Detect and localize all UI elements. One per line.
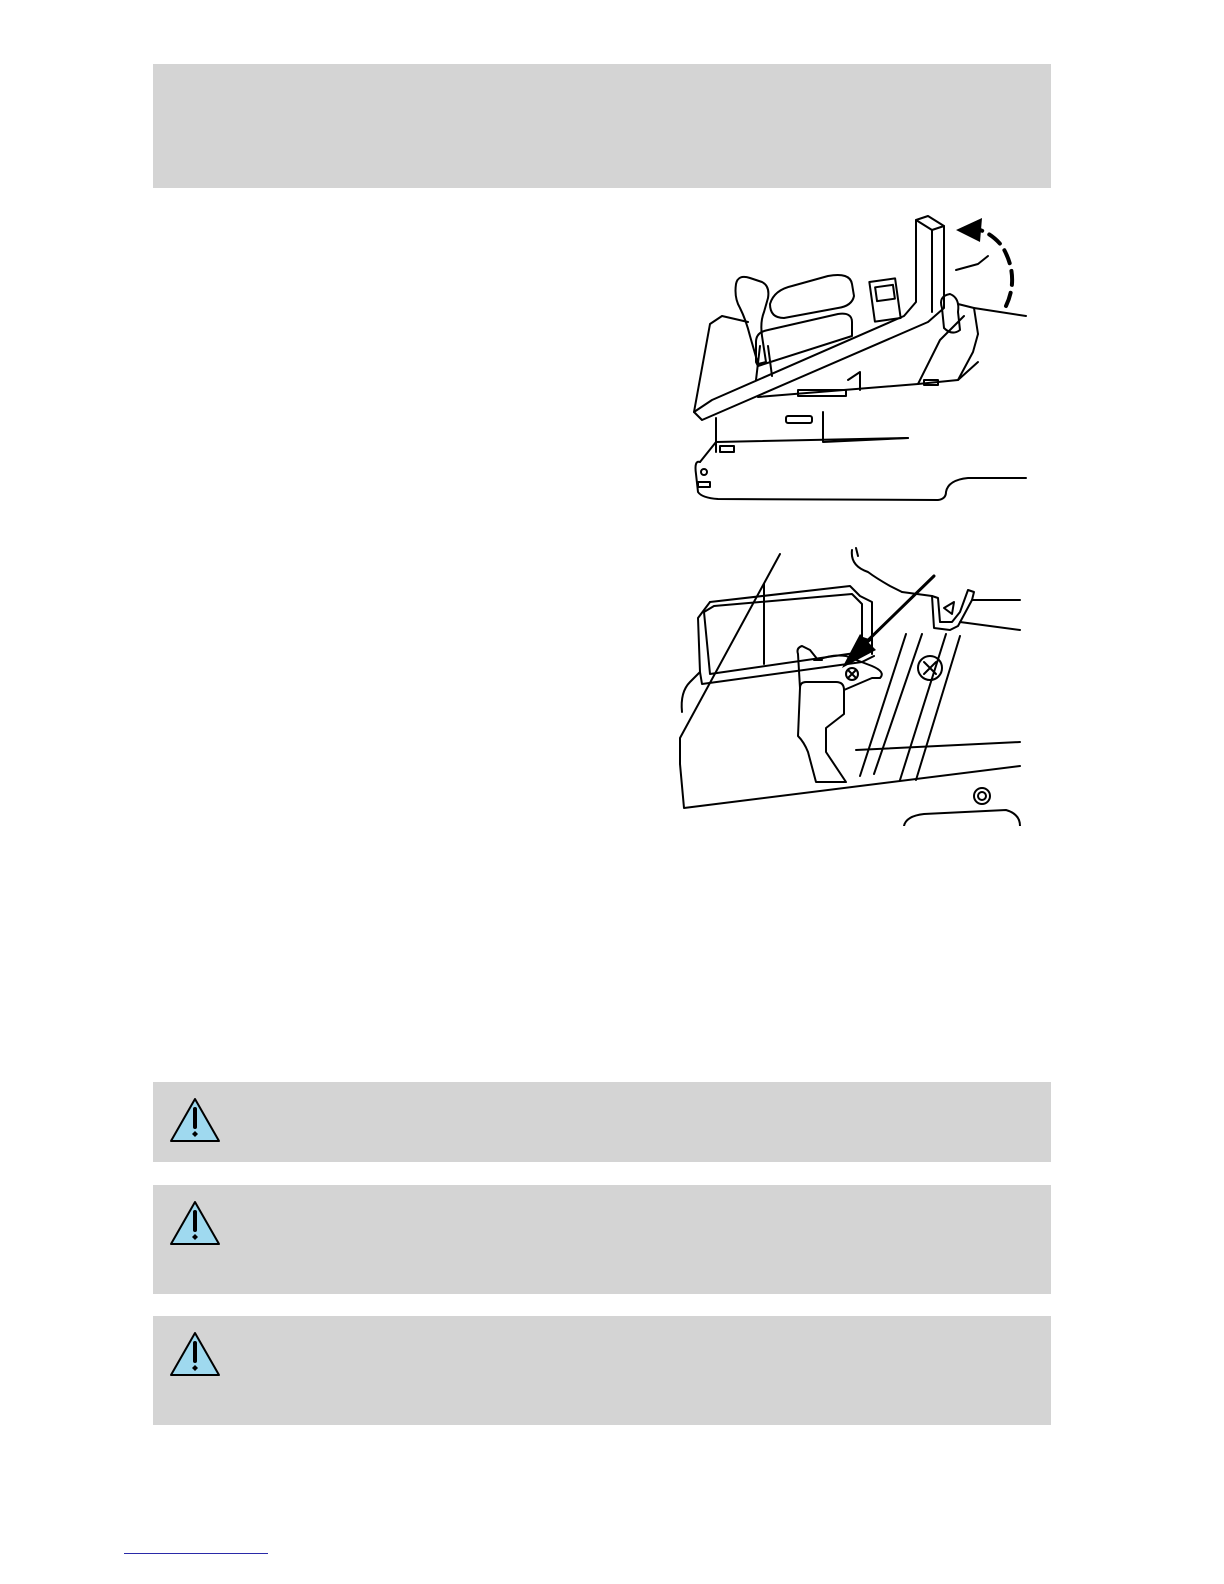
warning-triangle-icon: [168, 1096, 222, 1144]
header-band: [153, 64, 1051, 188]
warning-triangle-icon: [168, 1330, 222, 1378]
release-lever-arrow-illustration: [676, 542, 1024, 826]
warning-box: [153, 1082, 1051, 1162]
footer-link-underline[interactable]: [124, 1553, 268, 1554]
warning-box: [153, 1185, 1051, 1294]
shifter-console-lift-illustration: [688, 212, 1030, 512]
warning-triangle-icon: [168, 1199, 222, 1247]
warning-box: [153, 1316, 1051, 1425]
